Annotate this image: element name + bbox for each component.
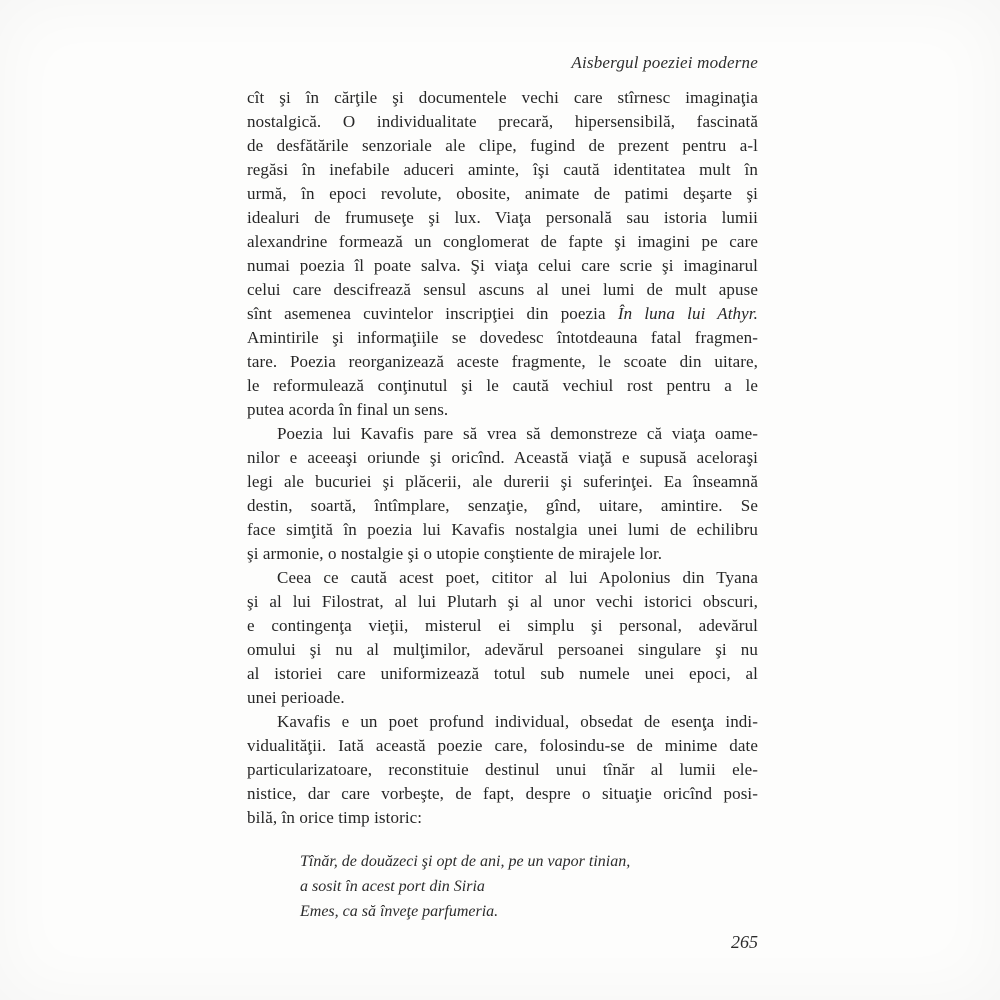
text-line: particularizatoare, reconstituie destinul unui tînăr al lumii ele- (247, 760, 758, 779)
text-line: legi ale bucuriei şi plăcerii, ale durerii şi suferinţei. Ea înseamnă (247, 472, 758, 491)
text-line: idealuri de frumuseţe şi lux. Viaţa personală sau istoria lumii (247, 208, 758, 227)
paragraph (247, 422, 758, 566)
text-line: cît şi în cărţile şi documentele vechi care stîrnesc imaginaţia (247, 88, 758, 107)
text-line: nostalgică. O individualitate precară, hipersensibilă, fascinată (247, 112, 758, 131)
poem-line: Emes, ca să înveţe parfumeria. (300, 903, 499, 920)
running-header: Aisbergul poeziei moderne (571, 53, 758, 72)
paragraph (247, 566, 758, 710)
text-line: vidualităţii. Iată această poezie care, folosindu-se de minime date (247, 736, 758, 755)
text-line: al istoriei care uniformizează totul sub numele unei epoci, al (247, 664, 758, 683)
text-line: omului şi nu al mulţimilor, adevărul persoanei singulare şi nu (247, 640, 758, 659)
text-line: Amintirile şi informaţiile se dovedesc întotdeauna fatal fragmen- (247, 328, 758, 347)
text-line: face simţită în poezia lui Kavafis nostalgia unei lumi de echilibru (247, 520, 758, 539)
text-line: şi armonie, o nostalgie şi o utopie conştiente de mirajele lor. (247, 544, 663, 563)
text-line: putea acorda în final un sens. (247, 400, 449, 419)
poem-line: Tînăr, de douăzeci şi opt de ani, pe un vapor tinian, (300, 853, 631, 870)
text-line: nistice, dar care vorbeşte, de fapt, despre o situaţie oricînd posi- (247, 784, 758, 803)
poem-title-italic: În luna lui Athyr. (617, 304, 758, 323)
text-line: tare. Poezia reorganizează aceste fragmente, le scoate din uitare, (247, 352, 758, 371)
text-line: Ceea ce caută acest poet, cititor al lui Apolonius din Tyana (277, 568, 758, 587)
text-line: celui care descifrează sensul ascuns al unei lumi de mult apuse (247, 280, 758, 299)
text-line: şi al lui Filostrat, al lui Plutarh şi al unor vechi istorici obscuri, (247, 592, 758, 611)
text-line: numai poezia îl poate salva. Şi viaţa celui care scrie şi imaginarul (247, 256, 758, 275)
text-line (247, 302, 758, 326)
text-segment: sînt asemenea cuvintelor inscripţiei din poezia (247, 304, 618, 323)
text-line: Poezia lui Kavafis pare să vrea să demonstreze că viaţa oame- (277, 424, 758, 443)
text-line: regăsi în inefabile aduceri aminte, îşi caută identitatea mult în (247, 160, 758, 179)
page-number: 265 (731, 932, 758, 952)
poem-line: a sosit în acest port din Siria (300, 878, 485, 895)
text-line: le reformulează conţinutul şi le caută vechiul rost pentru a le (247, 376, 758, 395)
text-line: e contingenţa vieţii, misterul ei simplu şi personal, adevărul (247, 616, 758, 635)
text-line: de desfătările senzoriale ale clipe, fugind de prezent pentru a-l (247, 136, 758, 155)
poem-quote (300, 849, 758, 924)
text-line: bilă, în orice timp istoric: (247, 808, 423, 827)
text-line: unei perioade. (247, 688, 345, 707)
paragraph (247, 710, 758, 830)
text-line: urmă, în epoci revolute, obosite, animate de patimi deşarte şi (247, 184, 758, 203)
text-column (247, 86, 758, 924)
text-line: destin, soartă, întîmplare, senzaţie, gînd, uitare, amintire. Se (247, 496, 758, 515)
text-line: nilor e aceeaşi oriunde şi oricînd. Această viaţă e supusă aceloraşi (247, 448, 758, 467)
paragraph (247, 86, 758, 422)
text-line: alexandrine formează un conglomerat de fapte şi imagini pe care (247, 232, 758, 251)
text-line: Kavafis e un poet profund individual, obsedat de esenţa indi- (277, 712, 758, 731)
